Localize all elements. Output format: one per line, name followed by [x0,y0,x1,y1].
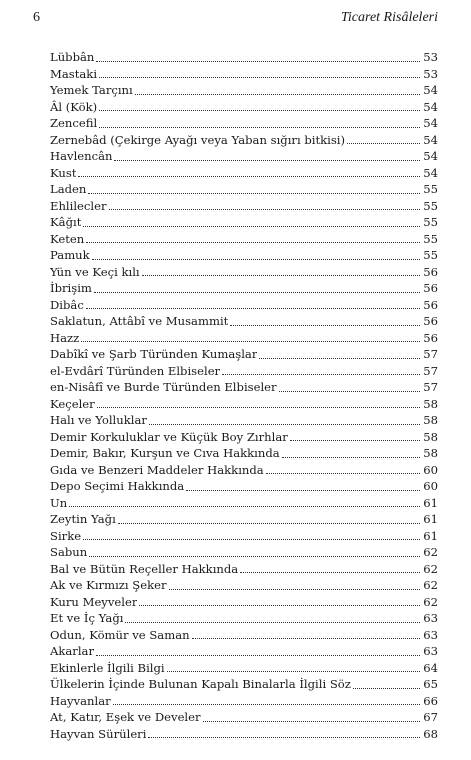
page-number: 6 [33,10,40,25]
toc-entry-page: 64 [423,660,438,675]
toc-entry-title: Yemek Tarçını [50,83,133,97]
toc-entry-page: 58 [423,396,438,411]
dot-leader [192,637,420,639]
dot-leader [89,555,420,557]
toc-entry [50,495,438,512]
toc-entry-page: 56 [423,314,438,328]
toc-entry [50,412,438,429]
toc-entry [50,462,438,479]
toc-entry [50,709,438,726]
toc-entry-page: 54 [423,132,438,147]
toc-entry-page: 63 [423,611,438,625]
toc-entry-title: Kust [50,165,77,180]
toc-entry-page: 54 [423,116,438,130]
toc-entry-title: Hayvanlar [50,693,111,708]
toc-entry-title: Keten [50,231,85,246]
toc-entry-title: Mastaki [50,66,98,81]
dot-leader [88,192,420,194]
dot-leader [135,93,420,95]
toc-entry [50,478,438,495]
toc-entry-page: 63 [423,627,438,642]
toc-entry-page: 67 [423,710,438,724]
toc-entry-page: 55 [423,215,438,229]
toc-entry [50,297,438,314]
dot-leader [83,538,420,540]
toc-entry [50,346,438,363]
toc-entry-title: Halı ve Yolluklar [50,413,147,427]
toc-entry-page: 54 [423,99,438,114]
dot-leader [149,423,420,425]
toc-entry [50,445,438,462]
toc-entry [50,577,438,594]
dot-leader [86,241,420,243]
toc-entry [50,627,438,644]
toc-entry-page: 62 [423,578,438,592]
toc-entry-page: 57 [423,363,438,378]
toc-entry [50,330,438,347]
toc-entry [50,148,438,165]
toc-entry-page: 62 [423,545,438,559]
dot-leader [142,274,420,276]
toc-entry [50,264,438,281]
toc-entry [50,610,438,627]
toc-entry-page: 56 [423,297,438,312]
toc-entry [50,115,438,132]
dot-leader [114,159,420,161]
toc-entry-page: 63 [423,644,438,658]
toc-entry-title: Zencefil [50,116,98,130]
toc-entry-title: Ekinlerle İlgili Bilgi [50,660,165,675]
dot-leader [113,703,420,705]
toc-entry [50,82,438,99]
toc-entry-title: Havlencân [50,149,113,163]
toc-entry-title: Zeytin Yağı [50,512,116,526]
toc-entry-title: Akarlar [50,644,95,658]
toc-entry-title: Hazz [50,330,80,345]
dot-leader [230,324,420,326]
toc-entry [50,594,438,611]
toc-entry [50,429,438,446]
dot-leader [266,472,420,474]
toc-entry-page: 55 [423,231,438,246]
dot-leader [94,291,420,293]
toc-entry [50,198,438,215]
toc-entry-title: Kuru Meyveler [50,594,138,609]
toc-entry-title: Un [50,495,68,510]
dot-leader [139,604,420,606]
toc-entry-title: Âl (Kök) [50,99,98,114]
dot-leader [109,208,420,210]
dot-leader [83,225,420,227]
toc-entry-title: Ehlilecler [50,198,107,213]
toc-entry-page: 58 [423,446,438,460]
dot-leader [86,307,420,309]
toc-entry-title: en-Nisâfî ve Burde Türünden Elbiseler [50,380,277,394]
table-of-contents [50,49,438,742]
toc-entry [50,247,438,264]
toc-entry-page: 57 [423,347,438,361]
toc-entry [50,660,438,677]
dot-leader [99,109,420,111]
toc-entry-title: Lübbân [50,50,95,64]
toc-entry [50,561,438,578]
toc-entry [50,676,438,693]
dot-leader [186,489,420,491]
dot-leader [240,571,420,573]
dot-leader [99,126,420,128]
dot-leader [99,76,420,78]
toc-entry-page: 53 [423,50,438,64]
toc-entry-title: Sabun [50,545,88,559]
toc-entry-title: Laden [50,182,87,196]
toc-entry-title: Demir, Bakır, Kurşun ve Cıva Hakkında [50,446,280,460]
toc-entry [50,231,438,248]
toc-entry [50,132,438,149]
toc-entry-page: 55 [423,248,438,262]
toc-entry [50,379,438,396]
toc-entry-page: 60 [423,462,438,477]
toc-entry-title: Yün ve Keçi kılı [50,264,140,279]
toc-entry-title: Dibâc [50,297,84,312]
toc-entry-title: Bal ve Bütün Reçeller Hakkında [50,561,239,576]
toc-entry [50,214,438,231]
toc-entry [50,363,438,380]
dot-leader [222,373,420,375]
dot-leader [167,670,420,672]
toc-entry-page: 65 [423,677,438,691]
toc-entry-page: 58 [423,413,438,427]
toc-entry-page: 61 [423,512,438,526]
toc-entry-title: Sirke [50,528,82,543]
toc-entry-page: 56 [423,264,438,279]
toc-entry [50,528,438,545]
toc-entry-page: 68 [423,726,438,741]
toc-entry-page: 61 [423,528,438,543]
toc-entry [50,544,438,561]
dot-leader [118,522,420,524]
toc-entry-page: 54 [423,83,438,97]
dot-leader [97,406,420,408]
dot-leader [169,588,420,590]
dot-leader [96,60,420,62]
toc-entry [50,511,438,528]
toc-entry [50,396,438,413]
toc-entry-page: 53 [423,66,438,81]
toc-entry-title: Ülkelerin İçinde Bulunan Kapalı Binalarla İlgili Söz [50,677,351,691]
toc-entry [50,165,438,182]
dot-leader [259,357,420,359]
toc-entry-page: 55 [423,182,438,196]
dot-leader [353,687,420,689]
toc-entry [50,280,438,297]
toc-entry [50,313,438,330]
toc-entry [50,99,438,116]
dot-leader [69,505,420,507]
page-header [0,0,471,40]
dot-leader [78,175,420,177]
toc-entry-page: 54 [423,149,438,163]
toc-entry-title: İbrişim [50,281,92,295]
dot-leader [347,142,420,144]
dot-leader [92,258,420,260]
running-title: Ticaret Risâleleri [340,10,438,25]
toc-entry-page: 56 [423,281,438,295]
dot-leader [148,736,420,738]
toc-entry-title: el-Evdârî Türünden Elbiseler [50,363,221,378]
dot-leader [96,654,420,656]
toc-entry-page: 56 [423,330,438,345]
toc-entry-page: 54 [423,165,438,180]
dot-leader [125,621,420,623]
toc-entry [50,643,438,660]
toc-entry-title: Demir Korkuluklar ve Küçük Boy Zırhlar [50,429,288,444]
toc-entry-page: 62 [423,594,438,609]
toc-entry-title: Et ve İç Yağı [50,611,124,625]
toc-entry-title: Hayvan Sürüleri [50,726,147,741]
toc-entry-title: Dabîkî ve Şarb Türünden Kumaşlar [50,347,258,361]
toc-entry-page: 55 [423,198,438,213]
dot-leader [282,456,420,458]
toc-entry-page: 57 [423,380,438,394]
toc-entry-title: Ak ve Kırmızı Şeker [50,578,167,592]
toc-entry-page: 58 [423,429,438,444]
toc-entry-title: Pamuk [50,248,90,262]
dot-leader [279,390,420,392]
toc-entry-page: 61 [423,495,438,510]
toc-entry [50,49,438,66]
dot-leader [203,720,420,722]
toc-entry-title: Saklatun, Attâbî ve Musammit [50,314,229,328]
toc-entry-title: At, Katır, Eşek ve Develer [50,710,201,724]
toc-entry-page: 62 [423,561,438,576]
toc-entry [50,181,438,198]
toc-entry [50,66,438,83]
toc-entry [50,726,438,743]
dot-leader [290,439,420,441]
toc-entry-title: Zernebâd (Çekirge Ayağı veya Yaban sığırı bitkisi) [50,132,346,147]
dot-leader [81,340,420,342]
toc-entry-page: 66 [423,693,438,708]
toc-entry-title: Odun, Kömür ve Saman [50,627,190,642]
toc-entry-title: Keçeler [50,396,95,411]
toc-entry-page: 60 [423,479,438,493]
toc-entry [50,693,438,710]
toc-entry-title: Kâğıt [50,215,82,229]
toc-entry-title: Gıda ve Benzeri Maddeler Hakkında [50,462,264,477]
toc-entry-title: Depo Seçimi Hakkında [50,479,185,493]
